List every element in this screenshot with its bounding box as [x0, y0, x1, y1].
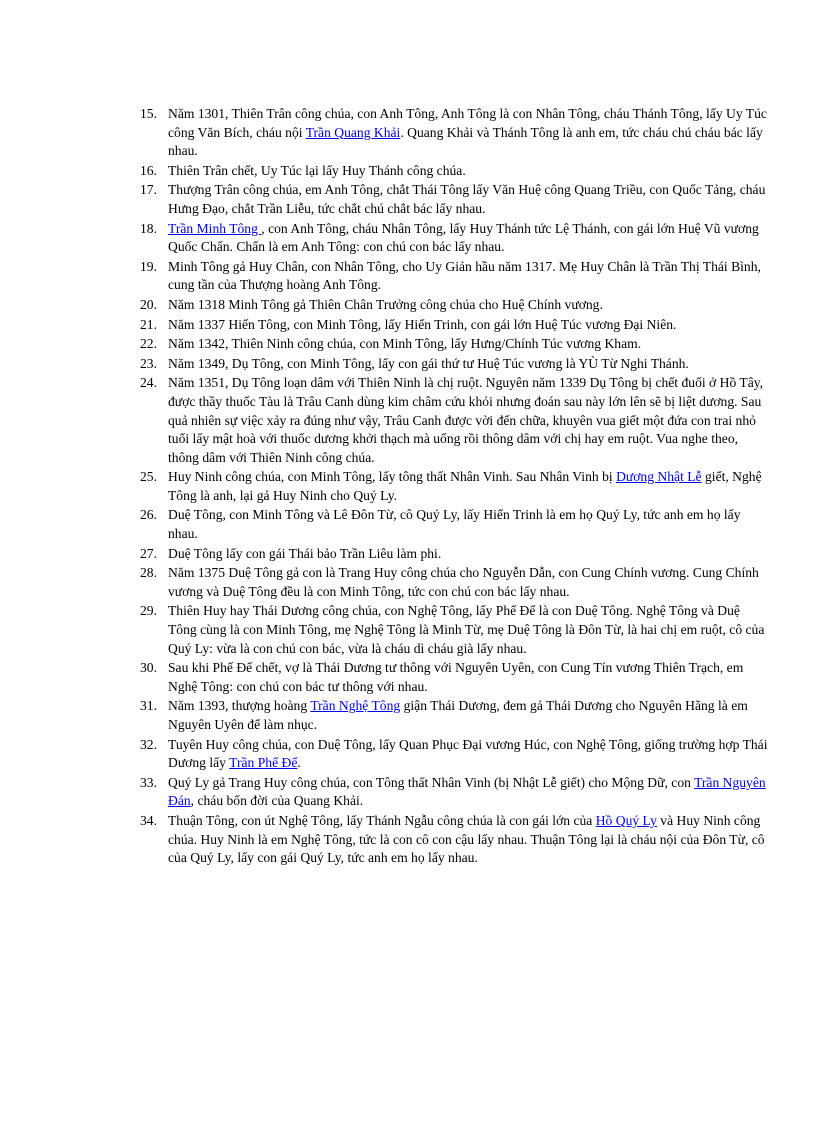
- item-number: 33.: [140, 774, 157, 790]
- text-segment: Năm 1349, Dụ Tông, con Minh Tông, lấy con gái thứ tư Huệ Túc vương là YÙ Từ Nghi Thánh.: [168, 355, 689, 371]
- text-segment: , cháu bốn đời của Quang Khải.: [190, 793, 364, 809]
- item-number: 25.: [140, 469, 157, 485]
- text-segment: . Quang Khải và Thánh Tông là anh em, tức cháu chú cháu bác lấy nhau.: [168, 124, 763, 159]
- wiki-link[interactable]: Trần Quang Khải: [305, 124, 401, 140]
- text-segment: và Huy Ninh công chúa. Huy Ninh là em Nghệ Tông, tức là con cô con cậu lấy nhau. Thuận Tông lại là cháu nội của Đôn Từ, cô của Quý Ly, lấy con gái Quý Ly, tức anh em họ lấy nhau.: [168, 812, 765, 866]
- item-text: [168, 317, 676, 332]
- item-text: [168, 356, 689, 371]
- text-segment: .: [297, 755, 301, 771]
- text-segment: Duệ Tông, con Minh Tông và Lê Đôn Từ, cô Quý Ly, lấy Hiển Trinh là em họ Quý Ly, tức anh em họ lấy nhau.: [168, 507, 741, 542]
- list-item: [140, 374, 770, 467]
- text-segment: Năm 1301, Thiên Trân công chúa, con Anh Tông, Anh Tông là con Nhân Tông, cháu Thánh Tông, lấy Uy Túc công Văn Bích, cháu nội: [168, 106, 767, 140]
- list-item: [140, 659, 770, 696]
- item-text: [168, 259, 761, 293]
- item-number: 17.: [140, 182, 157, 198]
- text-segment: Năm 1337 Hiến Tông, con Minh Tông, lấy Hiến Trinh, con gái lớn Huệ Túc vương Đại Niên.: [168, 316, 677, 332]
- text-segment: Duệ Tông lấy con gái Thái bảo Trần Liêu làm phi.: [168, 545, 442, 561]
- item-text: [168, 106, 767, 158]
- list-item: [140, 736, 770, 773]
- list-item: [140, 162, 770, 181]
- list-item: [140, 564, 770, 601]
- text-segment: Năm 1375 Duệ Tông gả con là Trang Huy công chúa cho Nguyễn Dẫn, con Cung Chính vương. Cung Chính vương và Duệ Tông đều là con Minh Tông, tức con chú con bác lấy nhau.: [168, 565, 759, 599]
- item-number: 19.: [140, 258, 157, 274]
- list-item: [140, 545, 770, 564]
- list-item: [140, 316, 770, 335]
- item-number: 30.: [140, 660, 157, 676]
- item-text: [168, 163, 466, 178]
- item-text: [168, 775, 766, 809]
- item-number: 20.: [140, 296, 157, 312]
- item-number: 34.: [140, 812, 157, 828]
- text-segment: Năm 1318 Minh Tông gả Thiên Chân Trưởng công chúa cho Huệ Chính vương.: [168, 296, 603, 312]
- list-item: [140, 506, 770, 543]
- item-text: [168, 698, 748, 732]
- item-text: [168, 221, 759, 255]
- item-text: [168, 813, 765, 865]
- item-number: 15.: [140, 106, 157, 121]
- list-item: [140, 181, 770, 218]
- item-number: 18.: [140, 220, 157, 236]
- numbered-list: [140, 105, 770, 869]
- list-item: [140, 355, 770, 374]
- item-text: [168, 507, 741, 541]
- item-text: [168, 737, 767, 771]
- text-segment: Năm 1351, Dụ Tông loạn dâm với Thiên Ninh là chị ruột. Nguyên năm 1339 Dụ Tông bị chết đuối ở Hồ Tây, được thầy thuốc Tàu là Trâu Canh dùng kim châm cứu khỏi nhưng đoán sau này lớn lên sẽ bị liệt dương. Sau quả nhiên sự việc xảy ra đúng như vậy, Trâu Canh được vời đến chữa, khuyên vua giết một đứa con trai nhỏ tuổi lấy mật hoà với thuốc dương khởi thạch mà uống rồi thông dâm với chị hay em ruột. Vua nghe theo, thông dâm với Thiên Ninh công chúa.: [168, 375, 764, 465]
- text-segment: Năm 1342, Thiên Ninh công chúa, con Minh Tông, lấy Hưng/Chính Túc vương Kham.: [168, 336, 642, 352]
- item-number: 23.: [140, 355, 157, 371]
- list-item: [140, 468, 770, 505]
- list-item: [140, 602, 770, 658]
- item-text: [168, 565, 759, 599]
- wiki-link[interactable]: Trần Phế Đế: [229, 755, 298, 771]
- item-text: [168, 336, 641, 351]
- wiki-link[interactable]: Hồ Quý Ly: [595, 812, 657, 828]
- text-segment: Thượng Trân công chúa, em Anh Tông, chắt Thái Tông lấy Văn Huệ công Quang Triều, con Quốc Tảng, cháu Hưng Đạo, chắt Trần Liễu, tức chắt chú chắt bác lấy nhau.: [168, 182, 766, 216]
- wiki-link[interactable]: Trần Nguyên Đán: [168, 774, 766, 809]
- item-number: 22.: [140, 336, 157, 352]
- list-item: [140, 258, 770, 295]
- item-number: 21.: [140, 316, 157, 332]
- item-number: 26.: [140, 507, 157, 523]
- wiki-link[interactable]: Trần Nghệ Tông: [310, 698, 401, 714]
- list-item: [140, 774, 770, 811]
- item-text: [168, 603, 764, 655]
- item-text: [168, 375, 763, 464]
- item-text: [168, 182, 765, 216]
- text-segment: giết, Nghệ Tông là anh, lại gả Huy Ninh cho Quý Ly.: [168, 469, 762, 503]
- text-segment: Quý Ly gả Trang Huy công chúa, con Tông thất Nhân Vinh (bị Nhật Lễ giết) cho Mộng Dữ, con: [168, 774, 695, 790]
- item-number: 31.: [140, 698, 157, 714]
- text-segment: Thuận Tông, con út Nghệ Tông, lấy Thánh Ngẫu công chúa là con gái lớn của: [168, 812, 596, 828]
- list-item: [140, 812, 770, 868]
- item-number: 24.: [140, 375, 157, 391]
- text-segment: , con Anh Tông, cháu Nhân Tông, lấy Huy Thánh tức Lệ Thánh, con gái lớn Huệ Vũ vương Quốc Chẩn. Chẩn là em Anh Tông: con chú con bác lấy nhau.: [168, 220, 759, 255]
- list-item: [140, 296, 770, 315]
- text-segment: Năm 1393, thượng hoàng: [168, 698, 311, 714]
- item-number: 29.: [140, 603, 157, 619]
- item-number: 28.: [140, 565, 157, 581]
- item-text: [168, 469, 762, 503]
- text-segment: Thiên Trân chết, Uy Túc lại lấy Huy Thánh công chúa.: [168, 162, 466, 178]
- text-segment: Thiên Huy hay Thái Dương công chúa, con Nghệ Tông, lấy Phế Đế là con Duệ Tông. Nghệ Tông và Duệ Tông cùng là con Minh Tông, mẹ Nghệ Tông là Minh Từ, mẹ Duệ Tông là Đôn Từ, là hai chị em ruột, cô của Quý Ly: vừa là con chú con bác, vừa là cháu dì cháu già lấy nhau.: [168, 603, 765, 656]
- list-item: [140, 335, 770, 354]
- text-segment: Minh Tông gả Huy Chân, con Nhân Tông, cho Uy Giản hầu năm 1317. Mẹ Huy Chân là Trần Thị Thái Bình, cung tần của Thượng hoàng Anh Tông.: [168, 258, 761, 293]
- item-number: 27.: [140, 545, 157, 561]
- text-segment: Huy Ninh công chúa, con Minh Tông, lấy tông thất Nhân Vinh. Sau Nhân Vinh bị: [168, 469, 617, 485]
- text-segment: Sau khi Phế Đế chết, vợ là Thái Dương tư thông với Nguyên Uyên, con Cung Tín vương Thiên Trạch, em Nghệ Tông: con chú con bác tư thông với nhau.: [168, 660, 744, 694]
- list-item: [140, 220, 770, 257]
- wiki-link[interactable]: Dương Nhật Lễ: [616, 469, 702, 485]
- item-text: [168, 660, 743, 694]
- item-number: 16.: [140, 162, 157, 178]
- list-item: [140, 697, 770, 734]
- wiki-link[interactable]: Trần Minh Tông: [168, 220, 262, 236]
- text-segment: giận Thái Dương, đem gả Thái Dương cho Nguyên Hãng là em Nguyên Uyên để làm nhục.: [168, 698, 748, 732]
- text-segment: Tuyên Huy công chúa, con Duệ Tông, lấy Quan Phục Đại vương Húc, con Nghệ Tông, giống trường hợp Thái Dương lấy: [168, 736, 768, 771]
- item-text: [168, 546, 441, 561]
- item-text: [168, 297, 603, 312]
- list-item: [140, 105, 770, 161]
- item-number: 32.: [140, 736, 157, 752]
